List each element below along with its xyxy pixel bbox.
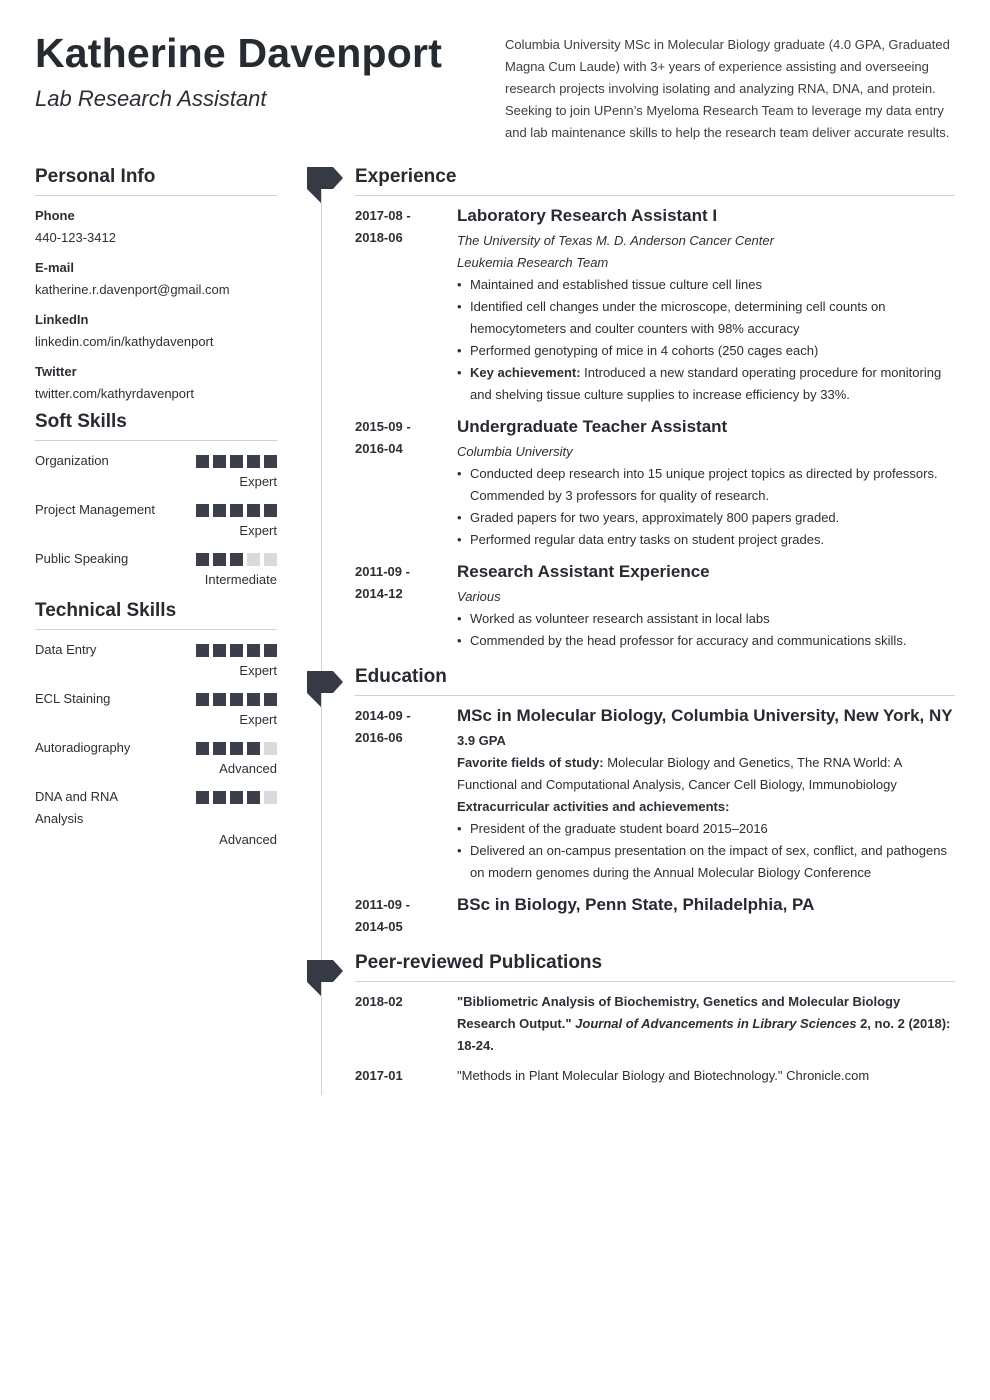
rating-square-filled — [230, 553, 243, 566]
soft-skills-list — [35, 450, 277, 590]
skill-rating — [196, 455, 277, 468]
date-start: 2011-09 - — [355, 564, 410, 579]
phone-label: Phone — [35, 208, 75, 223]
personal-info-heading: Personal Info — [35, 166, 277, 196]
education-entry — [355, 705, 955, 884]
rating-square-filled — [196, 504, 209, 517]
skill-name: ECL Staining — [35, 691, 111, 706]
gpa: 3.9 GPA — [457, 733, 506, 748]
key-achievement-label: Key achievement: — [470, 365, 581, 380]
skill-rating — [196, 742, 277, 755]
rating-square-empty — [247, 553, 260, 566]
job-title: Laboratory Research Assistant I — [457, 206, 718, 225]
date-end: 2014-12 — [355, 586, 403, 601]
right-column — [355, 166, 955, 1087]
entry-date — [355, 416, 457, 551]
entry-date — [355, 705, 457, 884]
rating-square-filled — [230, 455, 243, 468]
email-label: E-mail — [35, 260, 75, 275]
rating-square-filled — [230, 742, 243, 755]
skill-rating — [196, 553, 277, 566]
entry-date — [355, 205, 457, 406]
soft-skills-heading: Soft Skills — [35, 411, 277, 441]
experience-entry — [355, 205, 955, 406]
technical-skills-list — [35, 639, 277, 850]
fields-label: Favorite fields of study: — [457, 755, 604, 770]
date-end: 2018-06 — [355, 230, 403, 245]
job-title: Undergraduate Teacher Assistant — [457, 417, 728, 436]
date-start: 2011-09 - — [355, 897, 410, 912]
skill-level: Advanced — [219, 832, 277, 847]
skill-name: Autoradiography — [35, 740, 131, 755]
experience-entry — [355, 561, 955, 652]
job-organization: The University of Texas M. D. Anderson Cancer Center — [457, 233, 774, 248]
rating-square-filled — [213, 504, 226, 517]
skill-rating — [196, 791, 277, 804]
skill-name: Data Entry — [35, 642, 97, 657]
rating-square-filled — [264, 504, 277, 517]
job-bullet: • Commended by the head professor for accuracy and communications skills. — [457, 630, 955, 652]
skill-item — [35, 450, 277, 492]
skill-level: Expert — [239, 663, 277, 678]
skill-level: Advanced — [219, 761, 277, 776]
rating-square-filled — [196, 791, 209, 804]
rating-square-filled — [264, 455, 277, 468]
job-bullet: • Conducted deep research into 15 unique project topics as directed by professors. Commended by 3 professors for quality of research. — [457, 463, 955, 507]
phone-value: 440-123-3412 — [35, 230, 116, 245]
rating-square-filled — [230, 791, 243, 804]
skill-item — [35, 499, 277, 541]
rating-square-filled — [264, 644, 277, 657]
key-achievement-text: Introduced a new standard operating procedure for monitoring and shelving tissue culture supplies to increase efficiency by 33%. — [470, 365, 942, 402]
job-bullet: • Performed genotyping of mice in 4 cohorts (250 cages each) — [457, 340, 955, 362]
publication-citation — [457, 991, 955, 1057]
rating-square-filled — [213, 644, 226, 657]
job-title: Research Assistant Experience — [457, 562, 710, 581]
job-bullets — [457, 608, 955, 652]
twitter-value: twitter.com/kathyrdavenport — [35, 386, 194, 401]
rating-square-empty — [264, 742, 277, 755]
rating-square-filled — [213, 553, 226, 566]
job-bullet: • Maintained and established tissue culture cell lines — [457, 274, 955, 296]
personal-info-list — [35, 205, 277, 405]
publication-title: "Bibliometric Analysis of Biochemistry, Genetics and Molecular Biology Research Output." — [457, 994, 901, 1031]
skill-level: Expert — [239, 523, 277, 538]
rating-square-filled — [247, 504, 260, 517]
skill-name: Public Speaking — [35, 551, 129, 566]
rating-square-filled — [213, 693, 226, 706]
skill-rating — [196, 693, 277, 706]
skill-name: Organization — [35, 453, 109, 468]
skill-level: Intermediate — [204, 572, 277, 587]
date-end: 2014-05 — [355, 919, 403, 934]
education-bullet: • Delivered an on-campus presentation on the impact of sex, conflict, and pathogens on modern genomes during the Annual Molecular Biology Conference — [457, 840, 955, 884]
section-flag-icon — [307, 960, 343, 997]
job-organization: Columbia University — [457, 444, 573, 459]
entry-date — [355, 561, 457, 652]
experience-entry — [355, 416, 955, 551]
fields-text: Molecular Biology and Genetics, The RNA World: A Functional and Computational Analysis, Cancer Cell Biology, Immunobiology — [457, 755, 902, 792]
publication-details: 2, no. 2 (2018): 18-24. — [457, 1016, 951, 1053]
publication-date: 2017-01 — [355, 1068, 403, 1083]
rating-square-filled — [196, 455, 209, 468]
education-entry — [355, 894, 955, 938]
job-bullet: • Worked as volunteer research assistant in local labs — [457, 608, 955, 630]
rating-square-filled — [196, 644, 209, 657]
rating-square-filled — [247, 644, 260, 657]
skill-item — [35, 737, 277, 779]
job-bullets — [457, 463, 955, 551]
skill-name: DNA and RNA Analysis — [35, 789, 118, 826]
job-bullet: • Identified cell changes under the microscope, determining cell counts on hemocytometers and coulter counters with 98% accuracy — [457, 296, 955, 340]
job-team: Leukemia Research Team — [457, 255, 609, 270]
rating-square-filled — [213, 791, 226, 804]
fields-of-study — [457, 752, 955, 796]
rating-square-filled — [230, 693, 243, 706]
publication-journal: Journal of Advancements in Library Sciences — [575, 1016, 857, 1031]
rating-square-empty — [264, 553, 277, 566]
entry-date — [355, 894, 457, 938]
education-bullets — [457, 818, 955, 884]
section-flag-icon — [307, 671, 343, 708]
experience-heading: Experience — [355, 166, 955, 196]
skill-level: Expert — [239, 712, 277, 727]
date-end: 2016-04 — [355, 441, 403, 456]
publication-citation: "Methods in Plant Molecular Biology and Biotechnology." Chronicle.com — [457, 1068, 870, 1083]
degree-title: MSc in Molecular Biology, Columbia University, New York, NY — [457, 706, 953, 725]
skill-rating — [196, 504, 277, 517]
skill-rating — [196, 644, 277, 657]
rating-square-empty — [264, 791, 277, 804]
skill-item — [35, 639, 277, 681]
rating-square-filled — [247, 693, 260, 706]
publication-entry — [355, 991, 955, 1057]
date-end: 2016-06 — [355, 730, 403, 745]
publication-date: 2018-02 — [355, 994, 403, 1009]
skill-item — [35, 688, 277, 730]
linkedin-value: linkedin.com/in/kathydavenport — [35, 334, 214, 349]
extracurricular-label: Extracurricular activities and achievements: — [457, 799, 730, 814]
skill-name: Project Management — [35, 502, 155, 517]
resume-name: Katherine Davenport — [35, 30, 443, 76]
rating-square-filled — [247, 742, 260, 755]
education-bullet: • President of the graduate student board 2015–2016 — [457, 818, 955, 840]
rating-square-filled — [196, 693, 209, 706]
email-value: katherine.r.davenport@gmail.com — [35, 282, 230, 297]
rating-square-filled — [196, 553, 209, 566]
publication-entry — [355, 1065, 955, 1087]
publications-heading: Peer-reviewed Publications — [355, 952, 955, 982]
resume-job-title: Lab Research Assistant — [35, 86, 267, 111]
skill-item — [35, 548, 277, 590]
rating-square-filled — [230, 504, 243, 517]
resume-summary: Columbia University MSc in Molecular Biology graduate (4.0 GPA, Graduated Magna Cum Laude) with 3+ years of experience assisting and overseeing research projects involving isolating and analyzing RNA, DNA, and protein. Seeking to join UPenn’s Myeloma Research Team to leverage my data entry and lab maintenance skills to help the research team deliver accurate results. — [505, 37, 950, 140]
job-bullet: • Graded papers for two years, approximately 800 papers graded. — [457, 507, 955, 529]
twitter-label: Twitter — [35, 364, 77, 379]
degree-title: BSc in Biology, Penn State, Philadelphia, PA — [457, 895, 815, 914]
job-bullets — [457, 274, 955, 406]
skill-item — [35, 786, 277, 850]
date-start: 2014-09 - — [355, 708, 411, 723]
rating-square-filled — [213, 742, 226, 755]
rating-square-filled — [247, 791, 260, 804]
rating-square-filled — [213, 455, 226, 468]
job-organization: Various — [457, 589, 501, 604]
job-bullet: • Performed regular data entry tasks on student project grades. — [457, 529, 955, 551]
section-flag-icon — [307, 167, 343, 204]
rating-square-filled — [264, 693, 277, 706]
education-heading: Education — [355, 666, 955, 696]
technical-skills-heading: Technical Skills — [35, 600, 277, 630]
left-column — [35, 166, 277, 857]
rating-square-filled — [230, 644, 243, 657]
date-start: 2015-09 - — [355, 419, 411, 434]
job-bullet-key-achievement — [457, 362, 955, 406]
date-start: 2017-08 - — [355, 208, 411, 223]
linkedin-label: LinkedIn — [35, 312, 89, 327]
rating-square-filled — [196, 742, 209, 755]
rating-square-filled — [247, 455, 260, 468]
skill-level: Expert — [239, 474, 277, 489]
